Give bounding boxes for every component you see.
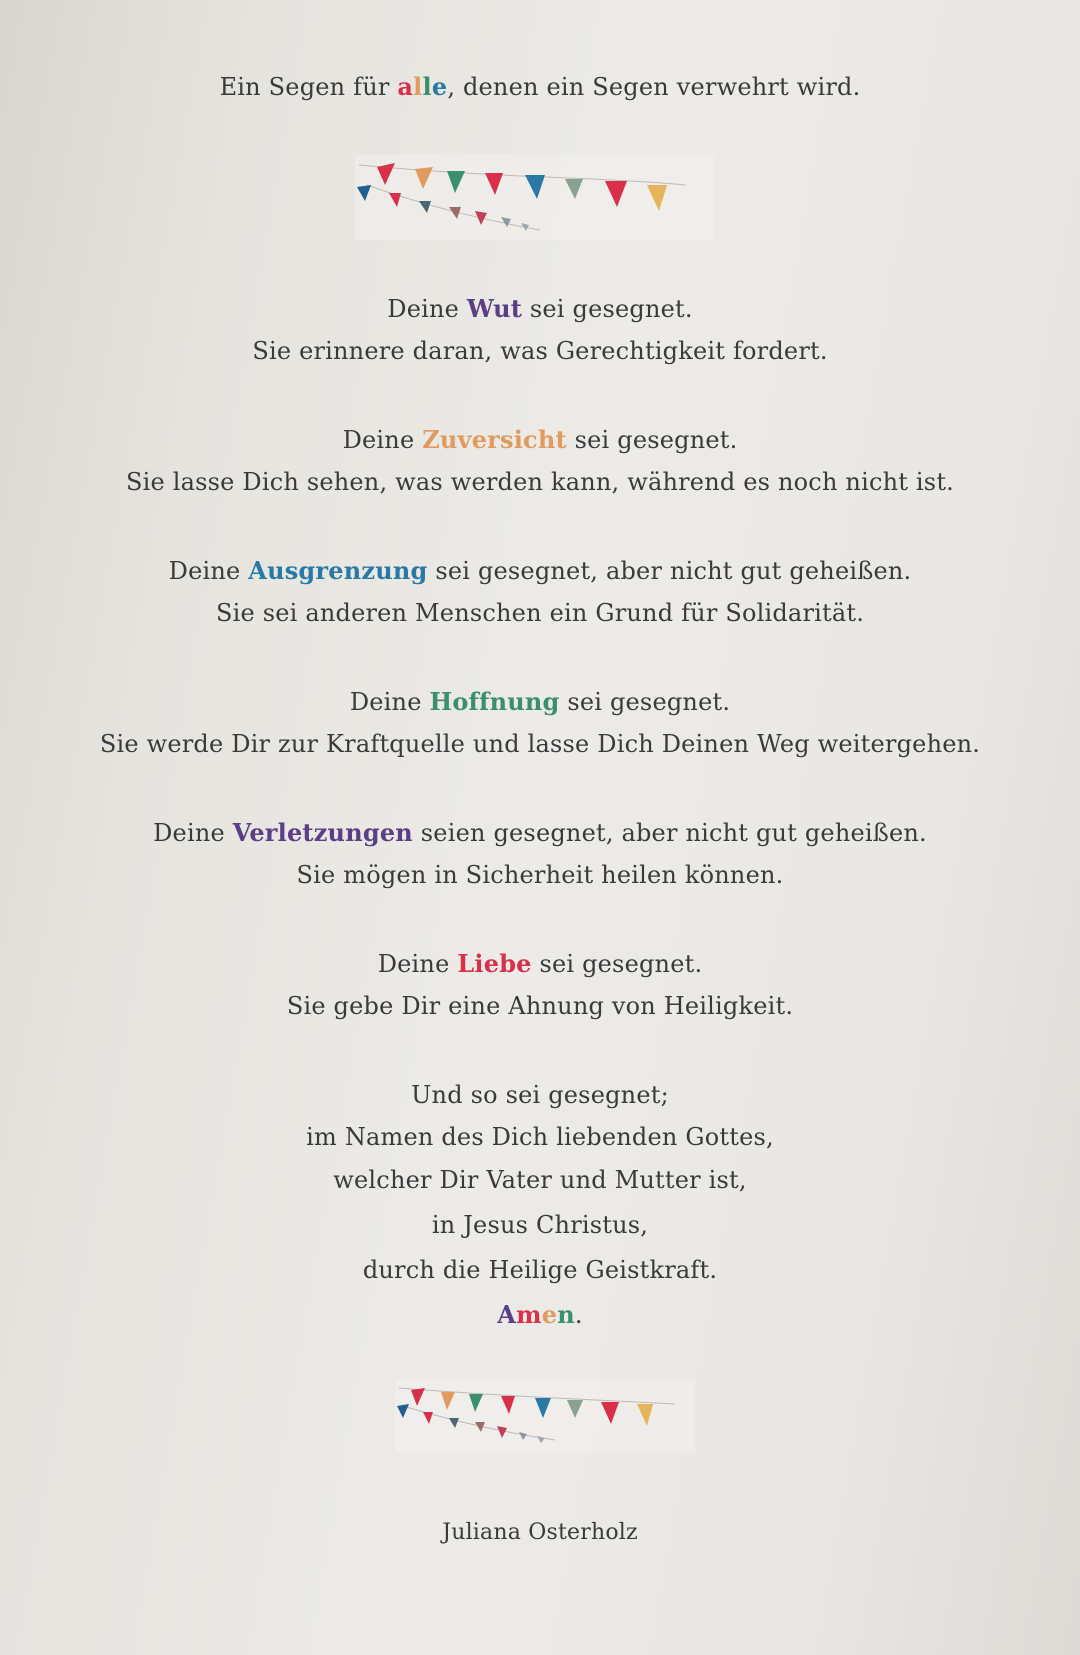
stanza-5-prefix: Deine	[153, 819, 233, 847]
stanza-2-line-2: Sie lasse Dich sehen, was werden kann, während es noch nicht ist.	[125, 468, 954, 496]
title-text-start: Ein Segen für	[219, 73, 398, 101]
amen-n: n	[557, 1300, 575, 1329]
closing-line-5: durch die Heilige Geistkraft.	[362, 1256, 718, 1284]
closing-line-4: in Jesus Christus,	[431, 1211, 649, 1239]
keyword-wut: Wut	[466, 294, 523, 323]
stanza-1-line-1	[0, 294, 1080, 324]
keyword-ausgrenzung: Ausgrenzung	[248, 556, 428, 585]
closing-line-1: Und so sei gesegnet;	[411, 1081, 669, 1109]
stanza-6-suffix: sei gesegnet.	[531, 950, 703, 978]
stanza-1-prefix: Deine	[387, 295, 467, 323]
keyword-verletzungen: Verletzungen	[232, 818, 413, 847]
amen-e: e	[541, 1300, 558, 1329]
stanza-5-line-2: Sie mögen in Sicherheit heilen können.	[296, 861, 784, 889]
stanza-5-line-1	[0, 818, 1080, 848]
amen-dot: .	[574, 1301, 583, 1329]
stanza-6-prefix: Deine	[377, 950, 458, 978]
title-alle-l1: l	[413, 72, 423, 101]
title-alle-a: a	[397, 72, 414, 101]
bunting-bottom-icon	[395, 1380, 695, 1452]
author-name: Juliana Osterholz	[442, 1520, 638, 1545]
closing-amen	[0, 1300, 1080, 1330]
stanza-5-suffix: seien gesegnet, aber nicht gut geheißen.	[412, 819, 927, 847]
stanza-3-line-2: Sie sei anderen Menschen ein Grund für Solidarität.	[215, 599, 865, 627]
amen-m: m	[516, 1300, 542, 1329]
stanza-2-line-1	[0, 425, 1080, 455]
stanza-4-line-1	[0, 687, 1080, 717]
title-text-end: , denen ein Segen verwehrt wird.	[447, 73, 861, 101]
closing-line-3: welcher Dir Vater und Mutter ist,	[333, 1166, 747, 1194]
closing-line-2: im Namen des Dich liebenden Gottes,	[306, 1123, 774, 1151]
page-title	[0, 72, 1080, 102]
stanza-3-prefix: Deine	[168, 557, 249, 585]
stanza-1-line-2: Sie erinnere daran, was Gerechtigkeit fordert.	[252, 337, 828, 365]
stanza-1-suffix: sei gesegnet.	[522, 295, 693, 323]
stanza-4-suffix: sei gesegnet.	[559, 688, 731, 716]
stanza-6-line-1	[0, 949, 1080, 979]
keyword-liebe: Liebe	[457, 949, 532, 978]
stanza-3-line-1	[0, 556, 1080, 586]
amen-a: A	[497, 1300, 517, 1329]
title-alle-e: e	[431, 72, 448, 101]
title-alle-l2: l	[422, 72, 432, 101]
stanza-4-prefix: Deine	[349, 688, 430, 716]
bunting-top-icon	[355, 155, 715, 240]
keyword-zuversicht: Zuversicht	[422, 425, 567, 454]
keyword-hoffnung: Hoffnung	[429, 687, 560, 716]
stanza-2-prefix: Deine	[342, 426, 423, 454]
stanza-3-suffix: sei gesegnet, aber nicht gut geheißen.	[427, 557, 912, 585]
stanza-4-line-2: Sie werde Dir zur Kraftquelle und lasse Dich Deinen Weg weitergehen.	[99, 730, 981, 758]
stanza-6-line-2: Sie gebe Dir eine Ahnung von Heiligkeit.	[286, 992, 794, 1020]
stanza-2-suffix: sei gesegnet.	[566, 426, 738, 454]
